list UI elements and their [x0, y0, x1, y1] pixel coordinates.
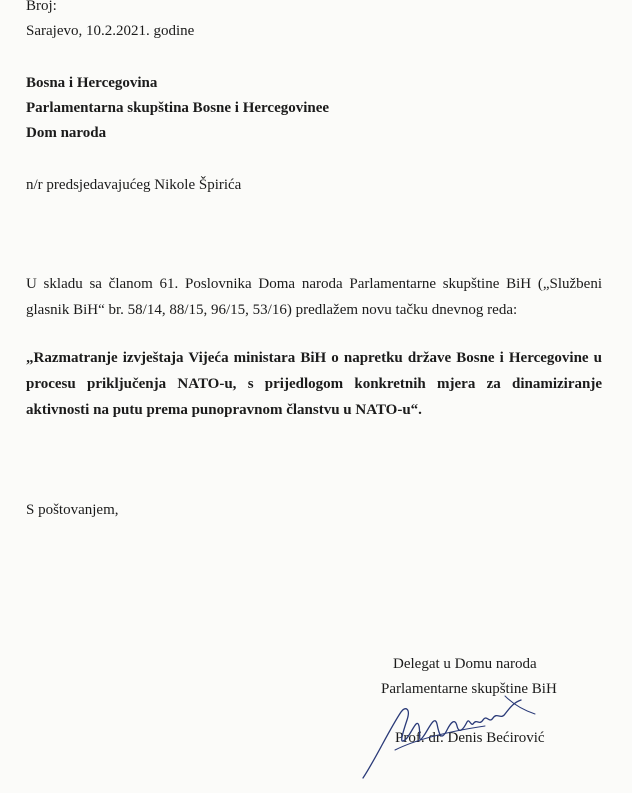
place-date: Sarajevo, 10.2.2021. godine — [26, 23, 195, 39]
addressee-parliament: Parlamentarna skupština Bosne i Hercegovinee — [26, 100, 330, 116]
agenda-item-subject: „Razmatranje izvještaja Vijeća ministara BiH o napretku države Bosne i Hercegovine u procesu priključenja NATO-u, s prijedlogom konkretnih mjera za dinamiziranje aktivnosti na putu prema punopravnom članstvu u NATO-u“. — [26, 350, 602, 418]
handwritten-signature — [355, 690, 565, 790]
addressee-house: Dom naroda — [26, 125, 107, 141]
intro-paragraph: U skladu sa članom 61. Poslovnika Doma naroda Parlamentarne skupštine BiH („Službeni glasnik BiH“ br. 58/14, 88/15, 96/15, 53/16) predlažem novu tačku dnevnog reda: — [26, 276, 602, 318]
addressee-country: Bosna i Hercegovina — [26, 75, 158, 91]
attention-line: n/r predsjedavajućeg Nikole Špirića — [26, 177, 242, 193]
closing-salutation: S poštovanjem, — [26, 502, 119, 518]
signatory-institution: Parlamentarne skupštine BiH — [381, 681, 557, 697]
signatory-role: Delegat u Domu naroda — [393, 656, 537, 672]
reference-number: Broj: — [26, 0, 57, 14]
signatory-name: Prof. dr. Denis Bećirović — [395, 730, 545, 746]
